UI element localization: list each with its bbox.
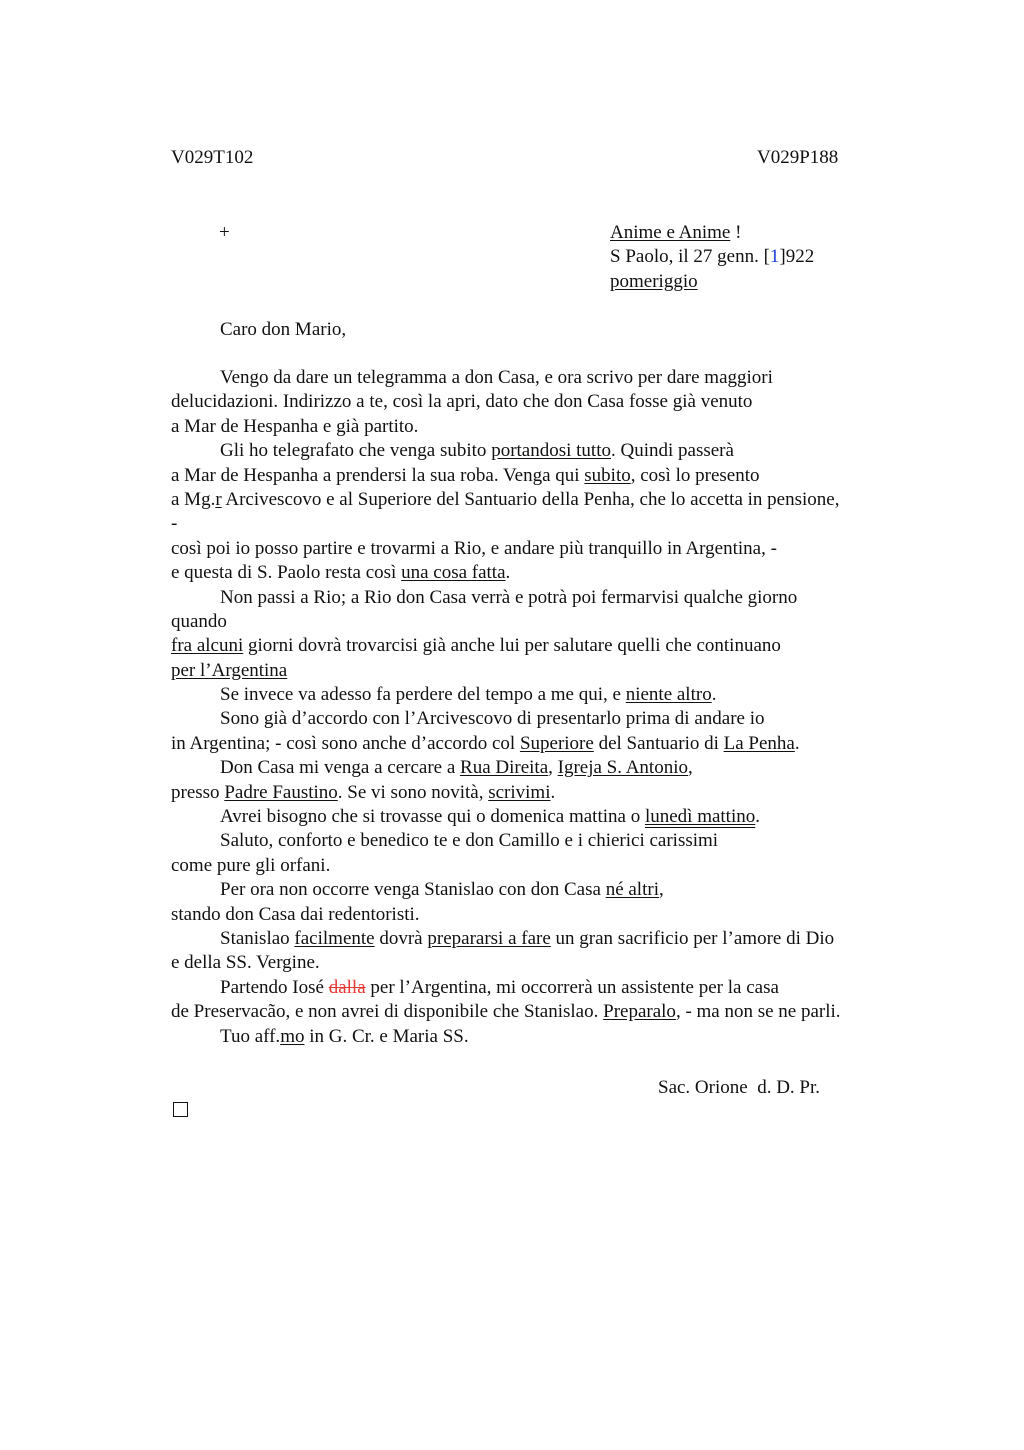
underlined-text: subito [584, 464, 631, 486]
body-line [171, 659, 931, 683]
footnote-ref[interactable]: 1 [769, 246, 780, 267]
text-run: . [755, 806, 760, 828]
text-run: un gran sacrificio per l’amore di Dio [550, 927, 835, 949]
salutation: Caro don Mario, [220, 319, 347, 340]
body-line [171, 1025, 931, 1049]
text-run: Per ora non occorre venga Stanislao con don Casa [220, 879, 606, 901]
underlined-text: né altri [605, 879, 659, 901]
text-run: così poi io posso partire e trovarmi a Rio, e andare più tranquillo in Argentina, - [171, 537, 777, 559]
body-line [171, 586, 931, 610]
motto: Anime e Anime [610, 222, 731, 243]
body-line [171, 707, 931, 731]
text-run: Arcivescovo e al Superiore del Santuario della Penha, che lo accetta in pensione, [221, 488, 840, 510]
cross-mark: + [219, 222, 230, 243]
text-run: in Argentina; - così sono anche d’accordo col [171, 732, 520, 754]
text-run: a Mg. [171, 488, 216, 510]
body-line [171, 781, 931, 805]
underlined-text: mo [280, 1025, 305, 1047]
underlined-text: per l’Argentina [171, 659, 288, 681]
underlined-text: scrivimi [488, 781, 551, 803]
body-line [171, 415, 931, 439]
text-run: . Se vi sono novità, [337, 781, 489, 803]
underlined-text: La Penha [723, 732, 795, 754]
text-run: . [505, 562, 511, 584]
body-line [171, 610, 931, 634]
text-run: , [548, 757, 558, 779]
text-run: Tuo aff. [220, 1025, 281, 1047]
underlined-text: r [215, 488, 222, 510]
body-line [171, 390, 931, 414]
body-line [171, 805, 931, 829]
body-line [171, 439, 931, 463]
underlined-text: fra alcuni [171, 635, 244, 657]
body-line [171, 951, 931, 975]
text-run: del Santuario di [593, 732, 724, 754]
text-run: a Mar de Hespanha e già partito. [171, 415, 419, 437]
text-run: e della SS. Vergine. [171, 952, 320, 974]
page-code-right: V029P188 [757, 147, 839, 168]
underlined-text: Igreja S. Antonio [557, 757, 688, 779]
text-run: a Mar de Hespanha a prendersi la sua roba. Venga qui [171, 464, 585, 486]
text-run: . [711, 684, 717, 706]
body-line [171, 903, 931, 927]
double-underlined-text: lunedì mattino [644, 806, 756, 828]
place-date-pre: S Paolo, il 27 genn. [ [610, 246, 770, 267]
text-run: quando [171, 610, 227, 632]
underlined-text: niente altro [625, 684, 712, 706]
text-run: Sono già d’accordo con l’Arcivescovo di presentarlo prima di andare io [220, 708, 765, 730]
place-date-post: ]922 [779, 246, 815, 267]
text-run: Vengo da dare un telegramma a don Casa, e ora scrivo per dare maggiori [220, 367, 773, 388]
text-run: , - ma non se ne parli. [675, 1001, 841, 1023]
body-line [171, 756, 931, 780]
body-line [171, 976, 931, 1000]
body-line [171, 683, 931, 707]
body-line [171, 732, 931, 756]
body-line [171, 366, 931, 390]
text-run: , così lo presento [630, 464, 760, 486]
body-line [171, 878, 931, 902]
underlined-text: Preparalo [603, 1001, 676, 1023]
text-run: presso [171, 781, 225, 803]
checkbox-square-icon [173, 1102, 188, 1117]
motto-suffix: ! [730, 222, 742, 243]
text-run: , [687, 757, 693, 779]
underlined-text: Padre Faustino [224, 781, 338, 803]
text-run: Partendo Iosé [220, 976, 329, 998]
text-run: Avrei bisogno che si trovasse qui o domenica mattina o [220, 806, 645, 828]
text-run: stando don Casa dai redentoristi. [171, 903, 420, 925]
text-run: Se invece va adesso fa perdere del tempo a me qui, e [220, 684, 626, 706]
body-line [171, 1000, 931, 1024]
text-run: - [171, 513, 178, 535]
text-run: Stanislao [220, 927, 295, 949]
text-run: e questa di S. Paolo resta così [171, 562, 402, 584]
underlined-text: prepararsi a fare [427, 927, 551, 949]
body-line [171, 854, 931, 878]
text-run: de Preservacão, e non avrei di disponibile che Stanislao. [171, 1001, 604, 1023]
underlined-text: facilmente [294, 927, 375, 949]
body-line [171, 829, 931, 853]
text-run: delucidazioni. Indirizzo a te, così la apri, dato che don Casa fosse già venuto [171, 391, 753, 413]
time-of-day: pomeriggio [610, 271, 698, 292]
text-run: dovrà [374, 927, 428, 949]
text-run: . [550, 781, 556, 803]
body-line [171, 634, 931, 658]
signature: Sac. Orione d. D. Pr. [658, 1077, 821, 1098]
text-run: , [658, 879, 664, 901]
text-run: giorni dovrà trovarcisi già anche lui per salutare quelli che continuano [243, 635, 781, 657]
body-line [171, 537, 931, 561]
document-code-left: V029T102 [171, 147, 254, 168]
body-line [171, 927, 931, 951]
underlined-text: Superiore [519, 732, 594, 754]
time-of-day-line [610, 270, 698, 294]
underlined-text: portandosi tutto [491, 440, 611, 462]
underlined-text: una cosa fatta [401, 562, 506, 584]
body-line [171, 512, 931, 536]
place-date-line [610, 245, 814, 269]
text-run: per l’Argentina, mi occorrerà un assistente per la casa [365, 976, 779, 998]
text-run: Non passi a Rio; a Rio don Casa verrà e potrà poi fermarvisi qualche giorno [220, 586, 798, 608]
motto-line [610, 221, 741, 245]
underlined-text: Rua Direita [460, 757, 549, 779]
body-line [171, 464, 931, 488]
text-run: in G. Cr. e Maria SS. [304, 1025, 469, 1047]
text-run: Gli ho telegrafato che venga subito [220, 440, 492, 462]
text-run: Don Casa mi venga a cercare a [220, 757, 461, 779]
letter-body [171, 366, 931, 1049]
body-line [171, 561, 931, 585]
body-line [171, 488, 931, 512]
text-run: . [794, 732, 800, 754]
text-run: Saluto, conforto e benedico te e don Camillo e i chierici carissimi [220, 830, 719, 852]
struck-through-text: dalla [328, 976, 366, 998]
text-run: come pure gli orfani. [171, 854, 331, 876]
text-run: . Quindi passerà [611, 440, 734, 462]
